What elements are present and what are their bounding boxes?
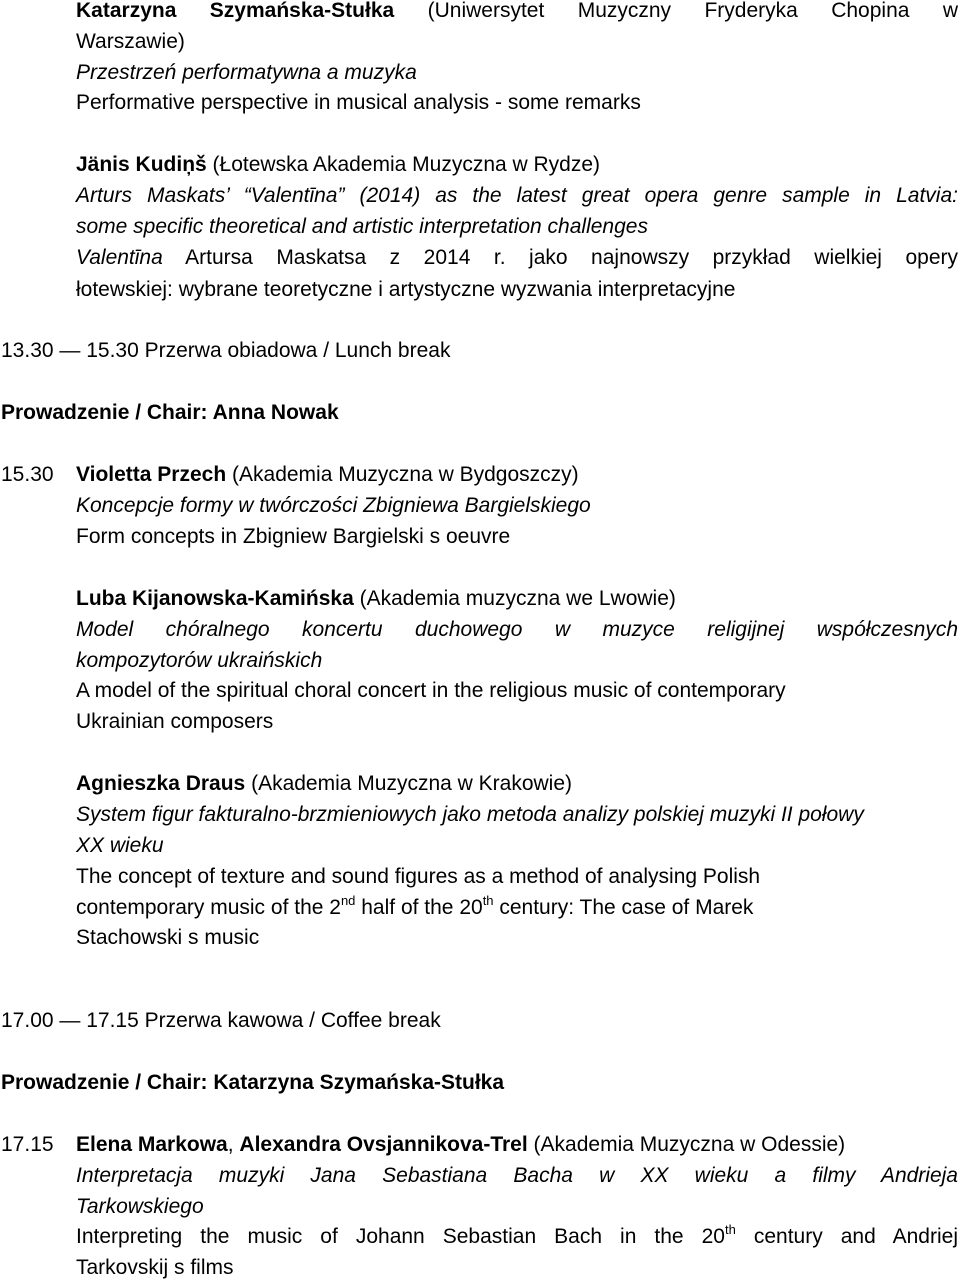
s1-author: Katarzyna Szymańska-Stułka <box>76 0 395 22</box>
s5-title-pl-l1: System figur fakturalno-brzmieniowych jako metoda analizy polskiej muzyki II połowy <box>76 803 864 826</box>
s5-ordinal-sup-2: th <box>482 893 494 908</box>
s2-title-en-l2: some specific theoretical and artistic interpretation challenges <box>76 215 648 238</box>
s3-header-line <box>76 459 958 490</box>
s2-title-pl-italic: Valentīna <box>76 246 163 269</box>
s6-author-1: Elena Markowa <box>76 1133 228 1156</box>
chair-2: Prowadzenie / Chair: Katarzyna Szymańska-Stułka <box>1 1071 505 1094</box>
s2-author: Jänis Kudiņš <box>76 153 207 176</box>
s5-header-line <box>76 768 958 799</box>
s5-ordinal-sup-1: nd <box>340 893 356 908</box>
s1-header-line <box>76 0 958 26</box>
s6-title-pl-l1: Interpretacja muzyki Jana Sebastiana Bacha w XX wieku a filmy Andrieja <box>76 1164 958 1187</box>
s6-title-pl-l2: Tarkowskiego <box>76 1195 204 1218</box>
s4-title-en-l2: Ukrainian composers <box>76 710 274 733</box>
s4-title-pl-l1: Model chóralnego koncertu duchowego w muzyce religijnej współczesnych <box>76 618 958 641</box>
s5-title-pl-l2: XX wieku <box>76 834 164 857</box>
s5-affiliation: (Akademia Muzyczna w Krakowie) <box>251 772 573 795</box>
s3-title-en: Form concepts in Zbigniew Bargielski s oeuvre <box>76 525 511 548</box>
s4-title-pl-l2: kompozytorów ukraińskich <box>76 649 323 672</box>
s5-title-en-l2-b: half of the 20 <box>355 896 483 919</box>
s1-title-pl: Przestrzeń performatywna a muzyka <box>76 61 417 84</box>
s6-author-separator: , <box>227 1133 240 1156</box>
s2-title-pl-l2: łotewskiej: wybrane teoretyczne i artystyczne wyzwania interpretacyjne <box>76 278 736 301</box>
s2-affiliation: (Łotewska Akademia Muzyczna w Rydze) <box>212 153 601 176</box>
s4-author: Luba Kijanowska-Kamińska <box>76 587 354 610</box>
s1-affiliation: (Uniwersytet Muzyczny Fryderyka Chopina w <box>427 0 958 22</box>
s5-title-en-l2 <box>76 892 958 923</box>
s6-author-2: Alexandra Ovsjannikova-Trel <box>239 1133 528 1156</box>
s2-title-pl-rest: Artursa Maskatsa z 2014 r. jako najnowszy przykład wielkiej opery <box>185 246 958 269</box>
s5-title-en-l3: Stachowski s music <box>76 926 260 949</box>
s5-title-en-l1: The concept of texture and sound figures as a method of analysing Polish <box>76 865 761 888</box>
s2-title-en-l1: Arturs Maskats’ “Valentīna” (2014) as the latest great opera genre sample in Latvia: <box>76 184 958 207</box>
s6-title-en-l1-b: century and Andriej <box>735 1225 958 1248</box>
s4-affiliation: (Akademia muzyczna we Lwowie) <box>359 587 676 610</box>
s6-title-en-l2: Tarkovskij s films <box>76 1256 234 1279</box>
s2-header-line <box>76 149 958 180</box>
s6-title-en-l1-a: Interpreting the music of Johann Sebastian Bach in the 20 <box>76 1225 725 1248</box>
s4-header-line <box>76 583 958 614</box>
chair-1: Prowadzenie / Chair: Anna Nowak <box>1 401 339 424</box>
s6-ordinal-sup: th <box>724 1222 736 1237</box>
s2-title-pl-l1 <box>76 242 958 273</box>
s3-title-pl: Koncepcje formy w twórczości Zbigniewa Bargielskiego <box>76 494 591 517</box>
s1-title-en: Performative perspective in musical analysis - some remarks <box>76 91 641 114</box>
s5-title-en-l2-a: contemporary music of the 2 <box>76 896 341 919</box>
s6-affiliation: (Akademia Muzyczna w Odessie) <box>533 1133 846 1156</box>
s6-time: 17.15 <box>1 1133 54 1156</box>
coffee-break: 17.00 — 17.15 Przerwa kawowa / Coffee break <box>1 1009 441 1032</box>
s5-title-en-l2-c: century: The case of Marek <box>493 896 754 919</box>
s3-author: Violetta Przech <box>76 463 227 486</box>
s6-title-en-l1 <box>76 1221 958 1252</box>
lunch-break: 13.30 — 15.30 Przerwa obiadowa / Lunch break <box>1 339 451 362</box>
s3-affiliation: (Akademia Muzyczna w Bydgoszczy) <box>232 463 579 486</box>
s4-title-en-l1: A model of the spiritual choral concert in the religious music of contemporary <box>76 679 786 702</box>
s3-time: 15.30 <box>1 463 54 486</box>
s6-header-line <box>76 1129 958 1160</box>
s1-affiliation-cont: Warszawie) <box>76 30 185 53</box>
s5-author: Agnieszka Draus <box>76 772 246 795</box>
